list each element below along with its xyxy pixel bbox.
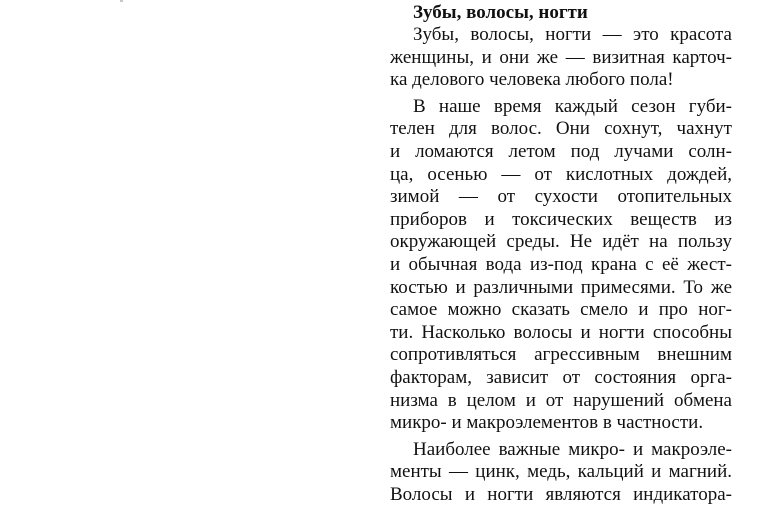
text-line: менты — цинк, медь, кальций и магний. [390,461,732,483]
text-line: женщины, и они же — визитная карточ- [390,46,732,68]
text-line: самое можно сказать смело и про ног- [390,299,732,321]
text-line: зимой — от сухости отопительных [390,186,732,208]
paragraph-3 [390,439,732,507]
paragraph-1 [390,24,732,92]
text-line: ти. Насколько волосы и ногти способны [390,321,732,343]
text-line: Зубы, волосы, ногти — это красота [413,24,732,45]
text-line: факторам, зависит от состояния орга- [390,366,732,388]
text-line: и ломаются летом под лучами солн- [390,140,732,162]
text-line: Наиболее важные микро- и макроэле- [413,438,732,460]
scan-speck [120,0,123,2]
paragraph-2 [390,96,732,435]
text-line: В наше время каждый сезон губи- [413,95,732,117]
text-line: приборов и токсических веществ из [390,208,732,230]
text-line: микро- и макроэлементов в частности. [390,412,704,434]
text-column [390,2,732,506]
section-heading: Зубы, волосы, ногти [413,2,588,23]
text-line: и обычная вода из-под крана с её жест- [390,253,732,275]
text-line: телен для волос. Они сохнут, чахнут [390,118,732,140]
text-line: окружающей среды. Не идёт на пользу [390,231,732,253]
text-line: ца, осенью — от кислотных дождей, [390,163,732,185]
text-line: сопротивляться агрессивным внешним [390,344,732,366]
text-line: ка делового человека любого пола! [390,69,674,91]
text-line: костью и различными примесями. То же [390,276,732,298]
text-line: низма в целом и от нарушений обмена [390,389,732,411]
text-line: Волосы и ногти являются индикатора- [390,483,732,505]
